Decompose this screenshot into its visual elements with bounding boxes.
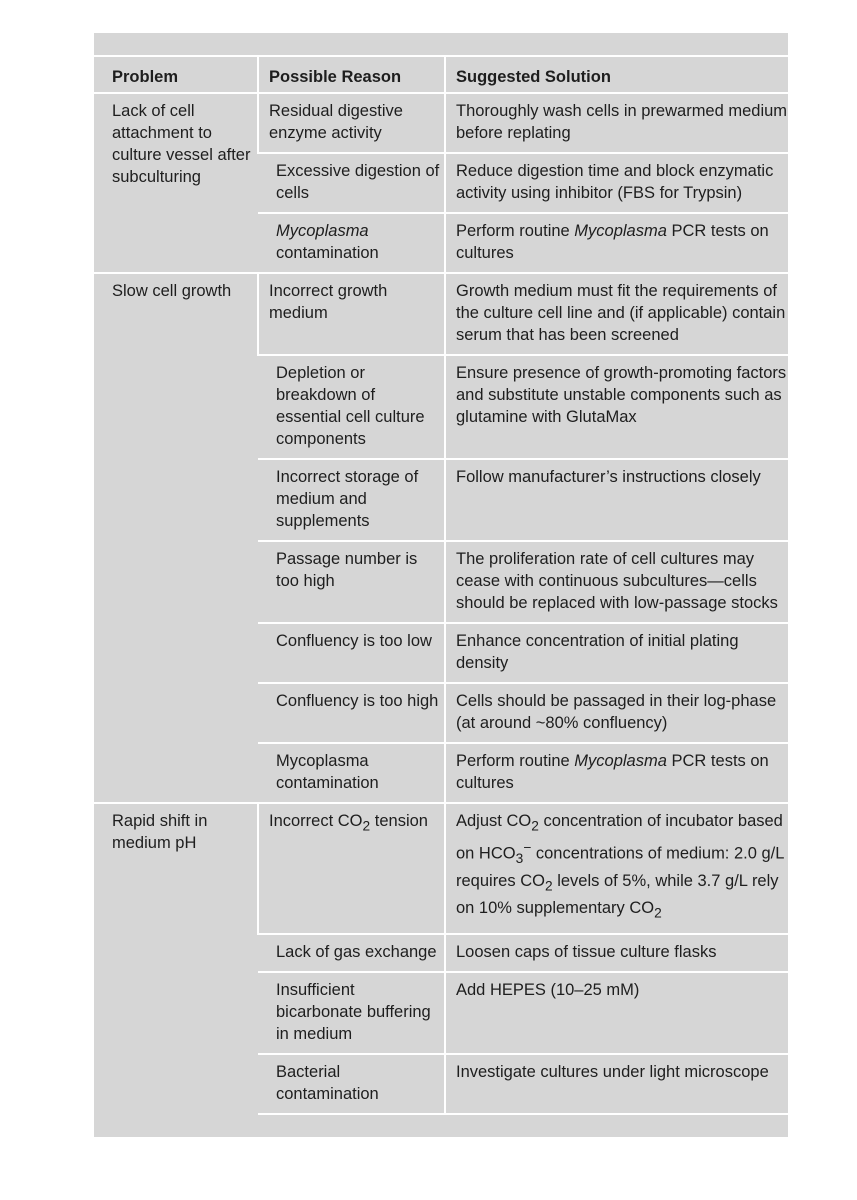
solution-cell: Reduce digestion time and block enzymatic activity using inhibitor (FBS for Trypsin): [445, 153, 788, 213]
reason-cell: Excessive digestion of cells: [258, 153, 445, 213]
reason-cell: Confluency is too high: [258, 683, 445, 743]
solution-cell: Add HEPES (10–25 mM): [445, 972, 788, 1054]
header-problem: Problem: [94, 56, 258, 93]
reason-rest: contamination: [276, 244, 379, 262]
problem-cell: Lack of cell attachment to culture vessel after subculturing: [94, 93, 258, 273]
solution-cell: [445, 213, 788, 273]
problem-cell: Rapid shift in medium pH: [94, 803, 258, 1114]
solution-cell: Investigate cultures under light microscope: [445, 1054, 788, 1114]
reason-text: tension: [370, 812, 428, 830]
subscript: 2: [654, 905, 662, 921]
solution-cell: Ensure presence of growth-promoting factors and substitute unstable components such as glutamine with GlutaMax: [445, 355, 788, 459]
solution-cell: Thoroughly wash cells in prewarmed medium before replating: [445, 93, 788, 153]
reason-cell: Confluency is too low: [258, 623, 445, 683]
solution-text: Perform routine: [456, 752, 575, 770]
header-solution: Suggested Solution: [445, 56, 788, 93]
header-reason: Possible Reason: [258, 56, 445, 93]
solution-text: Adjust CO: [456, 812, 532, 830]
solution-cell: Enhance concentration of initial plating density: [445, 623, 788, 683]
reason-cell: Insufficient bicarbonate buffering in medium: [258, 972, 445, 1054]
table-row: [94, 93, 788, 153]
reason-text: Incorrect CO: [269, 812, 363, 830]
solution-text: concentrations of medium: 2.0 g/L requires CO: [456, 844, 784, 891]
reason-italic: Mycoplasma: [276, 222, 369, 240]
solution-italic: Mycoplasma: [574, 752, 667, 770]
solution-cell: Growth medium must fit the requirements of the culture cell line and (if applicable) contain serum that has been screened: [445, 273, 788, 355]
solution-cell: Loosen caps of tissue culture flasks: [445, 934, 788, 972]
reason-cell: [258, 803, 445, 934]
solution-cell: The proliferation rate of cell cultures may cease with continuous subcultures—cells should be replaced with low-passage stocks: [445, 541, 788, 623]
solution-text: concentration of incubator based on HCO: [456, 812, 783, 863]
table-row: [94, 273, 788, 355]
superscript: −: [523, 840, 532, 856]
subscript: 2: [544, 878, 553, 894]
solution-text: Perform routine: [456, 222, 575, 240]
solution-italic: Mycoplasma: [574, 222, 667, 240]
reason-cell: Residual digestive enzyme activity: [258, 93, 445, 153]
subscript: 3: [515, 851, 524, 867]
reason-cell: Mycoplasma contamination: [258, 743, 445, 803]
solution-text: PCR tests on cultures: [456, 222, 769, 262]
solution-cell: [445, 803, 788, 934]
reason-cell: [258, 213, 445, 273]
reason-cell: Depletion or breakdown of essential cell culture components: [258, 355, 445, 459]
problem-cell: Slow cell growth: [94, 273, 258, 803]
reason-cell: Incorrect storage of medium and supplements: [258, 459, 445, 541]
solution-cell: [445, 743, 788, 803]
solution-text: levels of 5%, while 3.7 g/L rely on 10% supplementary CO: [456, 872, 779, 918]
troubleshooting-table: [94, 55, 788, 1115]
subscript: 2: [362, 818, 371, 834]
header-row: [94, 56, 788, 93]
reason-cell: Passage number is too high: [258, 541, 445, 623]
reason-cell: Bacterial contamination: [258, 1054, 445, 1114]
solution-cell: Follow manufacturer’s instructions closely: [445, 459, 788, 541]
reason-cell: Lack of gas exchange: [258, 934, 445, 972]
table-row: [94, 803, 788, 934]
subscript: 2: [531, 818, 539, 834]
solution-text: PCR tests on cultures: [456, 752, 769, 792]
solution-cell: Cells should be passaged in their log-phase (at around ~80% confluency): [445, 683, 788, 743]
reason-cell: Incorrect growth medium: [258, 273, 445, 355]
